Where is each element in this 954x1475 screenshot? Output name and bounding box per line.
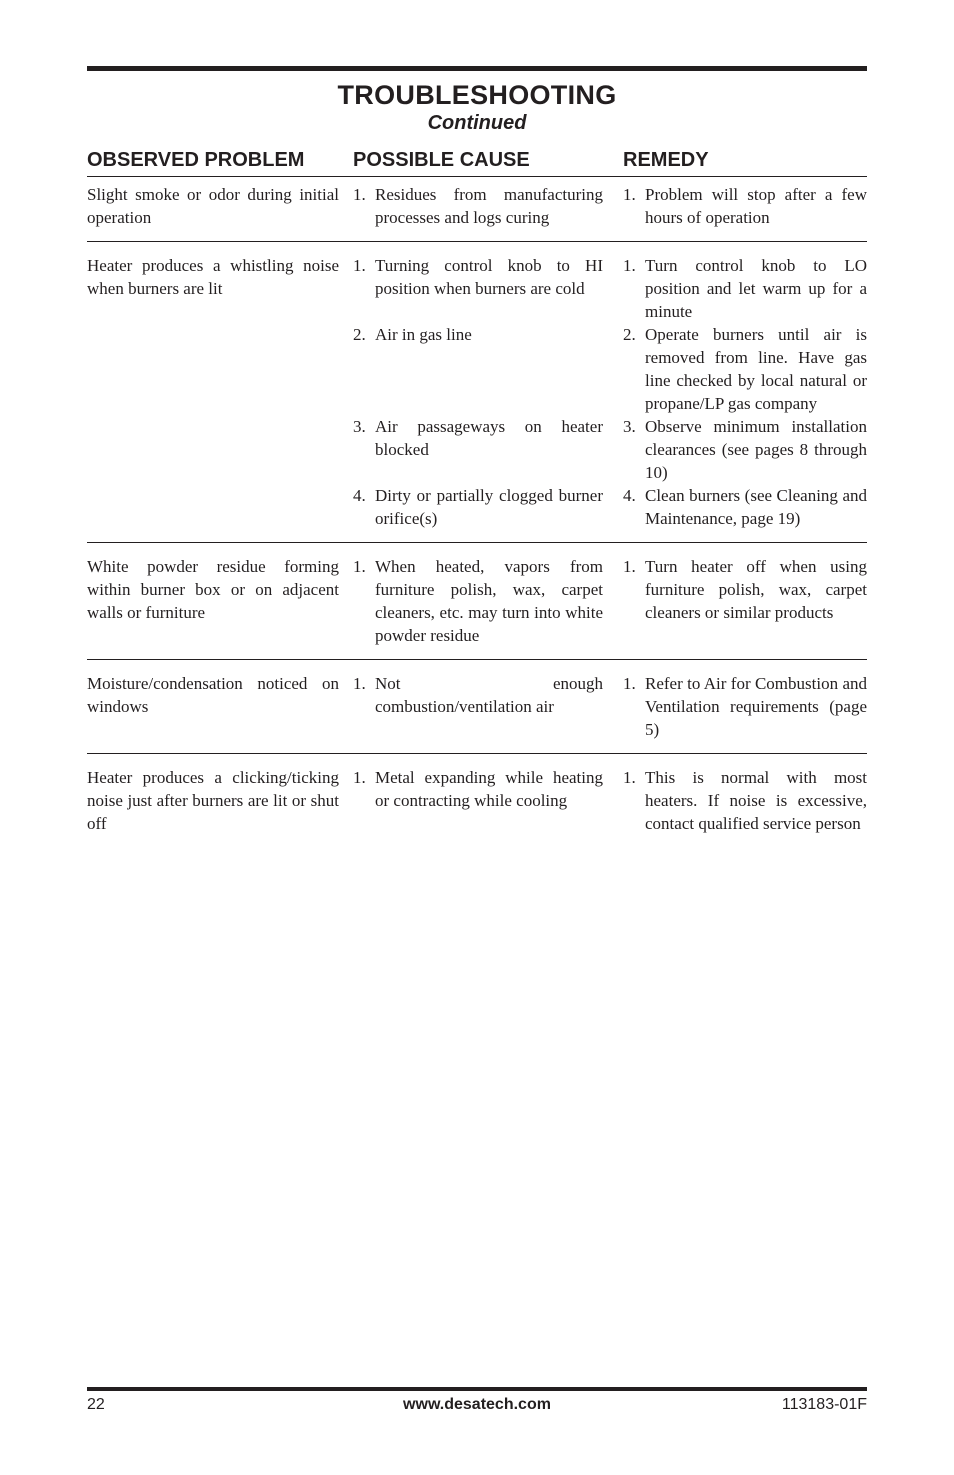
remedy-item: 1. Turn control knob to LO position and let warm up for a minute: [623, 256, 867, 321]
page-number: 22: [87, 1396, 105, 1413]
cause-item: 2. Air in gas line: [353, 325, 472, 344]
website-link[interactable]: www.desatech.com: [403, 1396, 551, 1413]
problem-cell: Slight smoke or odor during initial operation: [87, 185, 339, 227]
problem-cell: White powder residue forming within burner box or on adjacent walls or furniture: [87, 557, 339, 622]
remedy-item: 1. Turn heater off when using furniture polish, wax, carpet cleaners or similar products: [623, 557, 867, 622]
table-header: [87, 146, 867, 177]
cause-item: 1. Not enough combustion/ventilation air: [353, 674, 603, 716]
remedy-cell: [623, 555, 867, 647]
cause-cell: [353, 254, 623, 530]
remedy-cell: [623, 672, 867, 741]
cause-item: 4. Dirty or partially clogged burner orifice(s): [353, 486, 603, 528]
remedy-item: 1. This is normal with most heaters. If noise is excessive, contact qualified service person: [623, 768, 867, 833]
page-title: TROUBLESHOOTING: [337, 80, 617, 110]
cause-cell: [353, 183, 623, 229]
troubleshooting-table: [87, 146, 867, 847]
cause-cell: [353, 555, 623, 647]
table-row: [87, 754, 867, 847]
cause-item: 3. Air passageways on heater blocked: [353, 417, 603, 459]
cause-cell: [353, 672, 623, 741]
problem-cell: Heater produces a clicking/ticking noise just after burners are lit or shut off: [87, 768, 339, 833]
cause-item: 1. When heated, vapors from furniture polish, wax, carpet cleaners, etc. may turn into white powder residue: [353, 557, 603, 645]
remedy-item: 2. Operate burners until air is removed from line. Have gas line checked by local natural or propane/LP gas company: [623, 325, 867, 413]
remedy-item: 4. Clean burners (see Cleaning and Maintenance, page 19): [623, 486, 867, 528]
top-rule: [87, 66, 867, 71]
problem-cell: Heater produces a whistling noise when burners are lit: [87, 256, 339, 298]
remedy-item: 1. Problem will stop after a few hours of operation: [623, 185, 867, 227]
remedy-item: 1. Refer to Air for Combustion and Ventilation requirements (page 5): [623, 674, 867, 739]
table-row: [87, 543, 867, 660]
remedy-item: 3. Observe minimum installation clearances (see pages 8 through 10): [623, 417, 867, 482]
column-header-problem: OBSERVED PROBLEM: [87, 149, 305, 171]
remedy-cell: [623, 766, 867, 835]
table-row: [87, 177, 867, 242]
table-row: [87, 660, 867, 754]
remedy-cell: [623, 183, 867, 229]
column-header-cause: POSSIBLE CAUSE: [353, 149, 530, 171]
table-row: [87, 242, 867, 543]
column-header-remedy: REMEDY: [623, 149, 709, 171]
bottom-rule: [87, 1387, 867, 1391]
remedy-cell: [623, 254, 867, 530]
cause-item: 1. Turning control knob to HI position when burners are cold: [353, 256, 603, 298]
cause-item: 1. Metal expanding while heating or contracting while cooling: [353, 768, 603, 810]
cause-cell: [353, 766, 623, 835]
problem-cell: Moisture/condensation noticed on windows: [87, 674, 339, 716]
page-subtitle: Continued: [427, 112, 527, 134]
cause-item: 1. Residues from manufacturing processes and logs curing: [353, 185, 603, 227]
document-number: 113183-01F: [781, 1396, 867, 1413]
